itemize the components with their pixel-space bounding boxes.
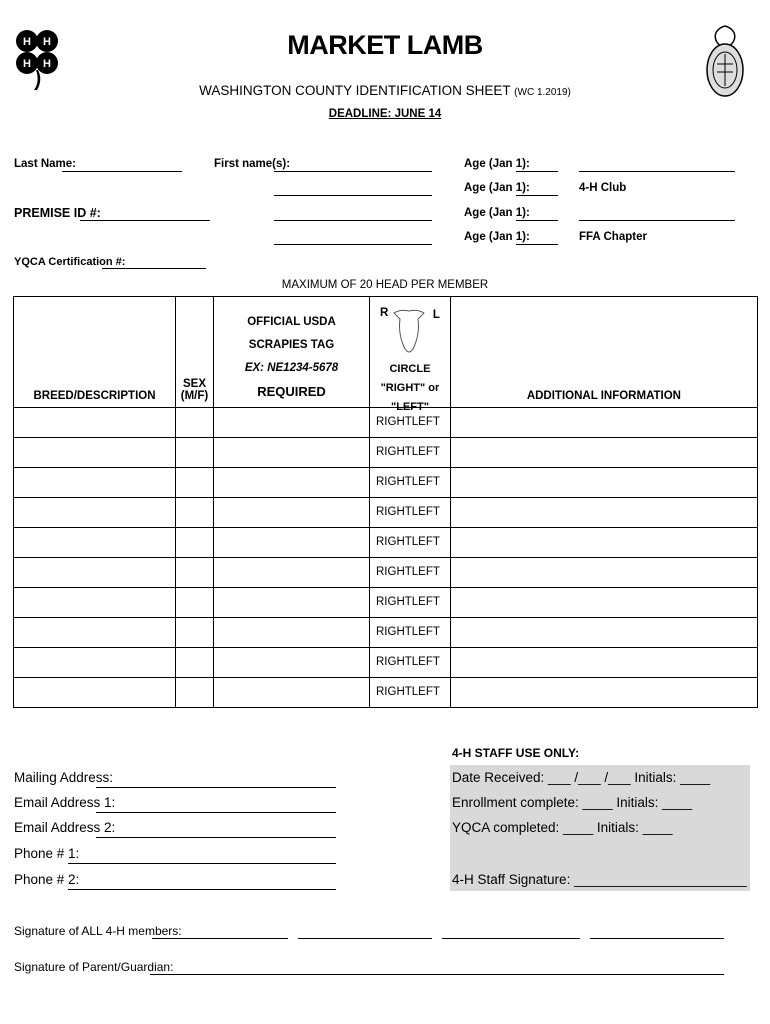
side-cell [370,618,451,648]
right-option[interactable]: RIGHT [376,476,412,488]
info-cell[interactable] [450,588,757,618]
col-side-line1: CIRCLE "RIGHT" or [380,363,440,394]
right-option[interactable]: RIGHT [376,536,412,548]
sex-cell[interactable] [176,408,214,438]
info-cell[interactable] [450,498,757,528]
sex-cell[interactable] [176,558,214,588]
sex-cell[interactable] [176,528,214,558]
subtitle-main: WASHINGTON COUNTY IDENTIFICATION SHEET [199,83,511,98]
age-label-4: Age (Jan 1): [464,231,530,243]
staff-signature: 4-H Staff Signature: _______________________ [452,872,747,887]
table-row [14,438,758,468]
tag-cell[interactable] [214,678,370,708]
right-option[interactable]: RIGHT [376,596,412,608]
svg-text:H: H [43,58,51,70]
table-row [14,528,758,558]
side-cell [370,678,451,708]
mailing-address-field[interactable] [96,787,336,788]
table-row [14,648,758,678]
col-info-header [450,297,757,408]
member-signature-field-2[interactable] [298,938,432,939]
deadline: DEADLINE: JUNE 14 [328,108,442,120]
tag-cell[interactable] [214,558,370,588]
parent-signature-field[interactable] [150,974,724,975]
right-option[interactable]: RIGHT [376,626,412,638]
right-option[interactable]: RIGHT [376,416,412,428]
col-tag-line1: OFFICIAL USDA [247,316,336,328]
table-row [14,498,758,528]
left-option[interactable]: LEFT [411,656,440,668]
club-field[interactable] [579,171,735,172]
svg-text:H: H [43,36,51,48]
side-cell [370,588,451,618]
sex-cell[interactable] [176,468,214,498]
table-row [14,618,758,648]
staff-enrollment: Enrollment complete: ____ Initials: ____ [452,795,693,810]
left-option[interactable]: LEFT [411,506,440,518]
email1-label: Email Address 1: [14,795,116,810]
mailing-address-label: Mailing Address: [14,770,114,785]
side-cell [370,558,451,588]
left-option[interactable]: LEFT [411,686,440,698]
age-label-2: Age (Jan 1): [464,182,530,194]
tag-cell[interactable] [214,618,370,648]
phone2-label: Phone # 2: [14,872,80,887]
sex-cell[interactable] [176,438,214,468]
col-tag-header [214,297,370,408]
breed-cell[interactable] [14,588,176,618]
left-option[interactable]: LEFT [411,476,440,488]
right-option[interactable]: RIGHT [376,656,412,668]
staff-date-received: Date Received: ___ /___ /___ Initials: ____ [452,770,711,785]
tag-cell[interactable] [214,588,370,618]
col-breed-header [14,297,176,408]
left-option[interactable]: LEFT [411,536,440,548]
premise-field[interactable] [80,220,210,221]
breed-cell[interactable] [14,468,176,498]
table-row [14,588,758,618]
phone1-field[interactable] [68,863,336,864]
side-cell [370,648,451,678]
col-info-label: ADDITIONAL INFORMATION [526,390,681,402]
col-tag-required: REQUIRED [257,384,326,399]
tag-cell[interactable] [214,468,370,498]
col-sex-header [176,297,214,408]
tag-cell[interactable] [214,408,370,438]
first-name-field-1[interactable] [274,171,432,172]
parent-signature-label: Signature of Parent/Guardian: [14,960,174,974]
info-cell[interactable] [450,618,757,648]
sex-cell[interactable] [176,678,214,708]
svg-text:H: H [23,58,31,70]
info-cell[interactable] [450,558,757,588]
info-cell[interactable] [450,648,757,678]
premise-label: PREMISE ID #: [14,206,101,220]
col-side-header [370,297,451,413]
email1-field[interactable] [96,812,336,813]
table-row [14,678,758,708]
last-name-label: Last Name: [14,158,76,170]
first-name-field-3[interactable] [274,220,432,221]
tag-cell[interactable] [214,498,370,528]
email2-label: Email Address 2: [14,820,116,835]
ffa-field[interactable] [579,220,735,221]
left-option[interactable]: LEFT [411,596,440,608]
phone2-field[interactable] [68,889,336,890]
member-signature-field-1[interactable] [152,938,288,939]
col-side-r: R [380,307,389,319]
left-option[interactable]: LEFT [411,416,440,428]
age-field-3[interactable] [516,220,558,221]
breed-cell[interactable] [14,558,176,588]
sex-cell[interactable] [176,498,214,528]
phone1-label: Phone # 1: [14,846,80,861]
side-cell [370,528,451,558]
breed-cell[interactable] [14,528,176,558]
breed-cell[interactable] [14,678,176,708]
tag-cell[interactable] [214,438,370,468]
info-cell[interactable] [450,528,757,558]
tag-cell[interactable] [214,648,370,678]
staff-yqca: YQCA completed: ____ Initials: ____ [452,820,673,835]
last-name-field[interactable] [62,171,182,172]
left-option[interactable]: LEFT [411,446,440,458]
col-side-l: L [432,309,440,321]
max-head-note: MAXIMUM OF 20 HEAD PER MEMBER [281,279,489,291]
club-label: 4-H Club [579,182,627,194]
sheep-head-icon [390,307,428,359]
side-cell [370,498,451,528]
breed-cell[interactable] [14,498,176,528]
tag-cell[interactable] [214,528,370,558]
sex-cell[interactable] [176,618,214,648]
first-names-label: First name(s): [214,158,291,170]
first-name-field-4[interactable] [274,244,432,245]
col-side-line2: "LEFT" [390,401,429,413]
breed-cell[interactable] [14,648,176,678]
right-option[interactable]: RIGHT [376,686,412,698]
right-option[interactable]: RIGHT [376,566,412,578]
breed-cell[interactable] [14,438,176,468]
col-tag-line2: SCRAPIES TAG [248,339,335,351]
table-row [14,468,758,498]
sex-cell[interactable] [176,588,214,618]
info-cell[interactable] [450,408,757,438]
yqca-field[interactable] [102,268,206,269]
member-signature-label: Signature of ALL 4-H members: [14,924,182,938]
side-cell [370,438,451,468]
member-signature-field-4[interactable] [590,938,724,939]
breed-cell[interactable] [14,408,176,438]
right-option[interactable]: RIGHT [376,506,412,518]
left-option[interactable]: LEFT [411,566,440,578]
form-subtitle [0,83,770,98]
first-name-field-2[interactable] [274,195,432,196]
col-tag-example: EX: NE1234-5678 [244,362,339,374]
col-sex-line2: (M/F) [180,390,209,402]
breed-cell[interactable] [14,618,176,648]
form-title: MARKET LAMB [287,30,483,60]
animal-table [13,296,758,708]
info-cell[interactable] [450,438,757,468]
sex-cell[interactable] [176,648,214,678]
col-sex-line1: SEX [182,378,206,390]
member-signature-field-3[interactable] [442,938,580,939]
col-breed-label: BREED/DESCRIPTION [33,390,156,402]
age-label-3: Age (Jan 1): [464,207,530,219]
info-cell[interactable] [450,468,757,498]
staff-heading: 4-H STAFF USE ONLY: [452,746,580,760]
table-row [14,558,758,588]
yqca-label: YQCA Certification #: [14,256,126,268]
age-field-4[interactable] [516,244,558,245]
email2-field[interactable] [96,837,336,838]
age-field-1[interactable] [516,171,558,172]
age-label-1: Age (Jan 1): [464,158,530,170]
ffa-label: FFA Chapter [579,231,647,243]
age-field-2[interactable] [516,195,558,196]
subtitle-version: (WC 1.2019) [514,87,571,98]
info-cell[interactable] [450,678,757,708]
right-option[interactable]: RIGHT [376,446,412,458]
svg-text:H: H [23,36,31,48]
left-option[interactable]: LEFT [411,626,440,638]
side-cell [370,468,451,498]
